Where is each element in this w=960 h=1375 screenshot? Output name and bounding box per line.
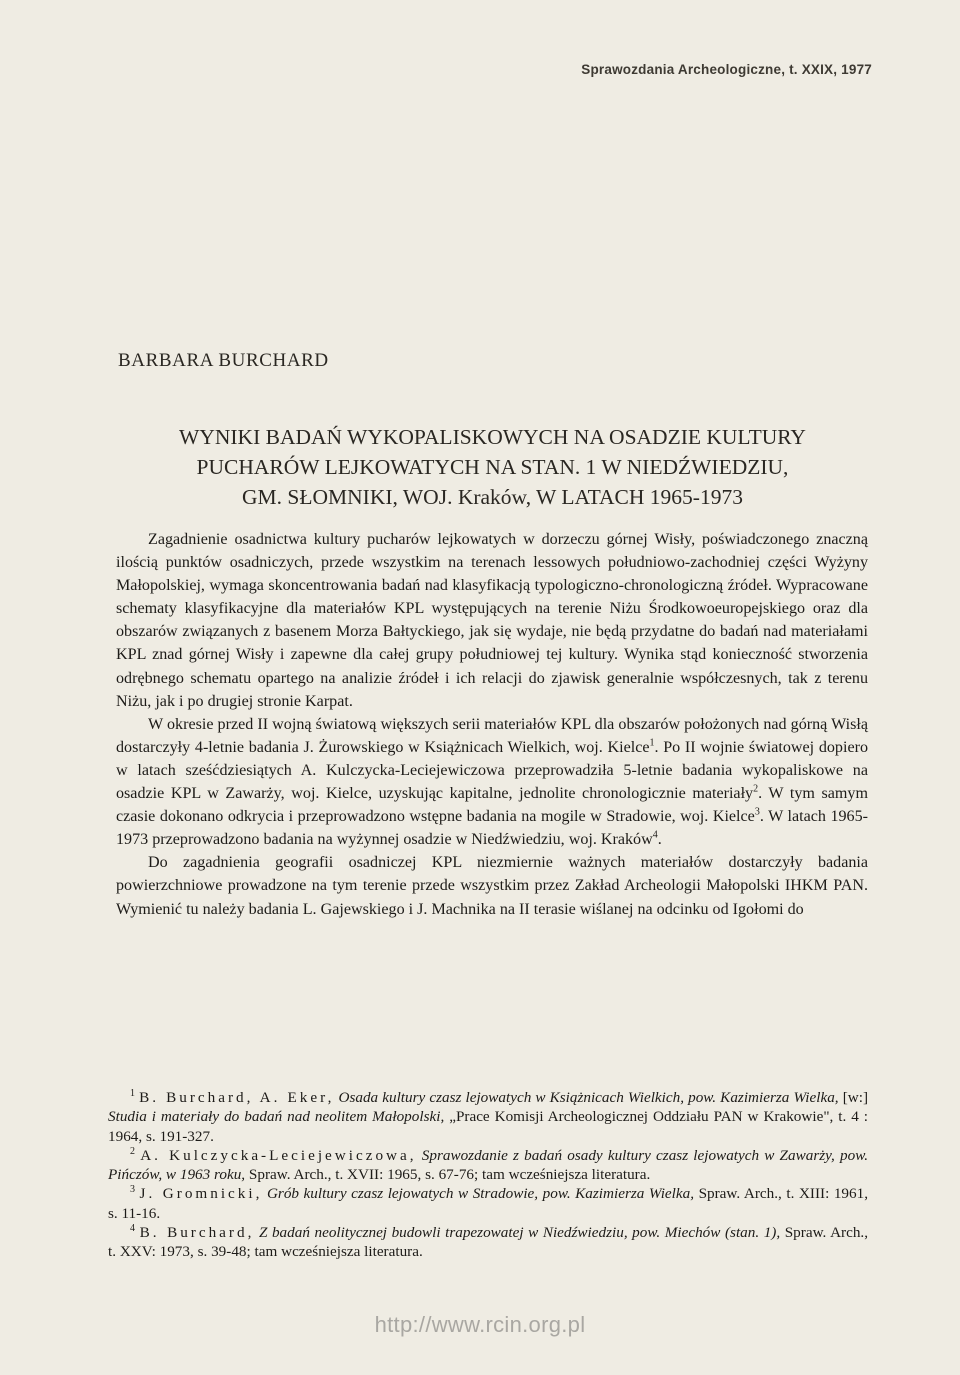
footnote-ref[interactable]: 2 bbox=[753, 783, 759, 795]
footnotes bbox=[108, 1088, 868, 1262]
body-paragraph bbox=[116, 713, 868, 852]
footnote-text: Spraw. Arch., t. XVII: 1965, s. 67-76; tam wcześniejsza literatura. bbox=[248, 1166, 651, 1184]
footnote-author: B. Burchard, A. Eker, bbox=[139, 1089, 335, 1106]
article-title bbox=[110, 422, 875, 512]
footnote-author: A. Kulczycka-Leciejewiczowa, bbox=[140, 1146, 417, 1164]
footnote-ref[interactable]: 3 bbox=[754, 806, 760, 818]
title-line: PUCHARÓW LEJKOWATYCH NA STAN. 1 W NIEDŹWIEDZIU, bbox=[196, 455, 789, 479]
footnote-mark: 3 bbox=[130, 1184, 135, 1196]
body-text-span: . bbox=[657, 831, 662, 849]
footnote bbox=[108, 1088, 868, 1146]
footnote-ref[interactable]: 1 bbox=[649, 737, 655, 749]
body-text-span: W okresie przed II wojną światową większych serii materiałów KPL dla obszarów położonych nad górną Wisłą dostarczyły 4-letnie badania J. Żurowskiego w Książnicach Wielkich, woj. Kielce bbox=[116, 715, 868, 756]
title-line: WYNIKI BADAŃ WYKOPALISKOWYCH NA OSADZIE KULTURY bbox=[179, 425, 806, 449]
footnote-title: Z badań neolitycznej budowli trapezowatej w Niedźwiedziu, pow. Miechów (stan. 1), bbox=[258, 1224, 781, 1242]
footnote-title: Sprawozdanie z badań osady kultury czasz lejowatych w Zawarży, pow. Pińczów, w 1963 roku, bbox=[108, 1146, 869, 1184]
footnote-ref[interactable]: 4 bbox=[652, 829, 658, 841]
footnote bbox=[108, 1184, 868, 1223]
footnote-series: Studia i materiały do badań nad neolitem Małopolski, bbox=[108, 1108, 445, 1126]
footnote bbox=[108, 1223, 868, 1262]
footnote-author: B. Burchard, bbox=[139, 1224, 255, 1242]
footnote-text: „Prace Komisji Archeologicznej Oddziału PAN w Krakowie", t. 4 : 1964, s. 191-327. bbox=[108, 1108, 869, 1145]
footnote-title: Grób kultury czasz lejowatych w Stradowie, pow. Kazimierza Wielka, bbox=[266, 1185, 695, 1203]
body-paragraph: Do zagadnienia geografii osadniczej KPL niezmiernie ważnych materiałów dostarczyły badania powierzchniowe prowadzone na tym terenie przede wszystkim przez Zakład Archeologii Małopolski IHKM PAN. Wymienić tu należy badania L. Gajewskiego i J. Machnika na II terasie wiślanej na odcinku od Igołomi do bbox=[116, 854, 868, 918]
footnote-divider bbox=[116, 1080, 868, 1081]
body-paragraph: Zagadnienie osadnictwa kultury pucharów lejkowatych w dorzeczu górnej Wisły, poświadczonego znaczną ilością punktów osadniczych, przede wszystkim na terenach lessowych południowo-zachodniej części Wyżyny Małopolskiej, wymaga skoncentrowania badań nad klasyfikacją typologiczno-chronologiczną źródeł. Wypracowane schematy klasyfikacyjne dla materiałów KPL występujących na terenie Niżu Środkowoeuropejskiego oraz dla obszarów związanych z basenem Morza Bałtyckiego, jak się wydaje, nie będą przydatne do badań nad materiałami KPL znad górnej Wisły i zapewne dla całej grupy południowej tej kultury. Wynika stąd konieczność stworzenia odrębnego schematu opartego na analizie źródeł i ich relacji do zjawisk generalnie współczesnych, tak z terenu Niżu, jak i po drugiej stronie Karpat. bbox=[116, 531, 868, 710]
footnote-author: J. Gromnicki, bbox=[139, 1185, 263, 1203]
body-text-span: . Po II wojnie światowej dopiero w latach sześćdziesiątych A. Kulczycka-Leciejewiczowa przeprowadziła 5-letnie badania wykopaliskowe na osadzie KPL w Zawarży, woj. Kielce, uzyskując kapitalne, jednolite chronologicznie materiały bbox=[116, 738, 868, 803]
author-name: BARBARA BURCHARD bbox=[118, 350, 329, 371]
footnote bbox=[108, 1146, 868, 1185]
footnote-mark: 2 bbox=[130, 1145, 135, 1157]
running-head: Sprawozdania Archeologiczne, t. XXIX, 1977 bbox=[581, 62, 872, 77]
footnote-text: Spraw. Arch., t. XXV: 1973, s. 39-48; tam wcześniejsza literatura. bbox=[108, 1224, 869, 1261]
footnote-mark: 4 bbox=[130, 1223, 135, 1235]
article-body bbox=[116, 528, 868, 921]
title-line: GM. SŁOMNIKI, WOJ. Kraków, W LATACH 1965-1973 bbox=[242, 485, 743, 509]
watermark-url: http://www.rcin.org.pl bbox=[374, 1312, 586, 1337]
footnote-text: [w:] bbox=[842, 1089, 869, 1106]
footnote-text: Spraw. Arch., t. XIII: 1961, s. 11-16. bbox=[108, 1185, 869, 1222]
body-text-span: . W latach 1965-1973 przeprowadzono badania na wyżynnej osadzie w Niedźwiedziu, woj. Kraków bbox=[116, 808, 868, 849]
footnote-title: Osada kultury czasz lejowatych w Książnicach Wielkich, pow. Kazimierza Wielka, bbox=[338, 1089, 839, 1106]
footnote-mark: 1 bbox=[130, 1087, 135, 1099]
body-text-span: . W tym samym czasie dokonano odkrycia i przeprowadzono wstępne badania na mogile w Stradowie, woj. Kielce bbox=[116, 785, 869, 826]
